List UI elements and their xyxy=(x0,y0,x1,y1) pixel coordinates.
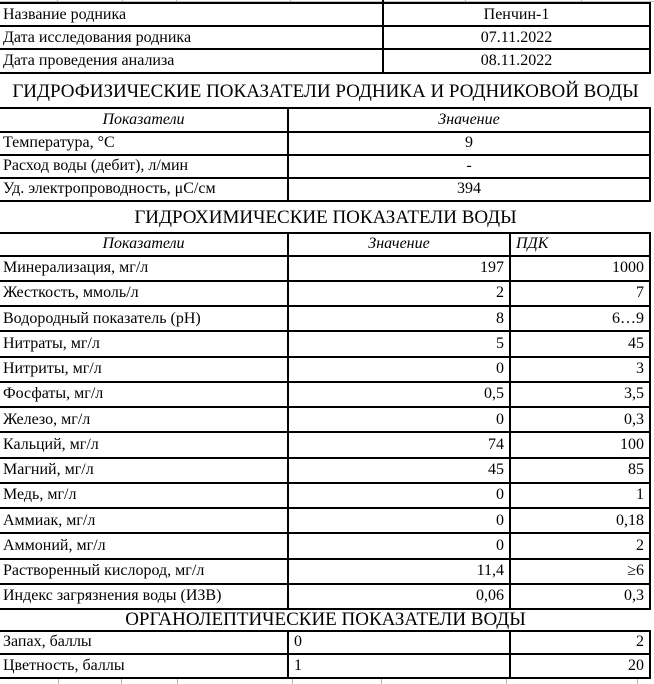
column-header-param: Показатели xyxy=(0,234,289,255)
gridline-tick xyxy=(381,679,382,684)
table-row xyxy=(0,4,651,27)
param-cell: Магний, мг/л xyxy=(0,459,289,482)
limit-cell: 0,18 xyxy=(511,509,651,532)
meta-label: Дата исследования родника xyxy=(0,27,384,48)
value-cell: 1 xyxy=(289,655,511,677)
value-cell: 11,4 xyxy=(289,560,511,583)
table-row xyxy=(0,27,651,50)
limit-cell: 85 xyxy=(511,459,651,482)
gridline-tick xyxy=(465,0,466,2)
gridline-tick xyxy=(292,679,293,684)
limit-cell: 3 xyxy=(511,358,651,381)
table-row xyxy=(0,282,651,307)
gridline-tick xyxy=(637,679,638,684)
value-cell: 0,5 xyxy=(289,383,511,406)
param-cell: Железо, мг/л xyxy=(0,408,289,431)
gridline-tick xyxy=(121,679,122,684)
table-row xyxy=(0,484,651,509)
limit-cell: 2 xyxy=(511,632,651,654)
column-header-value: Значение xyxy=(289,109,651,131)
limit-cell: 7 xyxy=(511,282,651,305)
value-cell: 0 xyxy=(289,408,511,431)
table-row xyxy=(0,50,651,74)
gridline-tick xyxy=(122,0,123,2)
limit-cell: 100 xyxy=(511,433,651,456)
value-cell: 5 xyxy=(289,332,511,355)
table-header-row xyxy=(0,234,651,257)
gridline-tick xyxy=(57,0,58,2)
value-cell: - xyxy=(289,156,651,177)
value-cell: 45 xyxy=(289,459,511,482)
gridline-tick xyxy=(581,0,582,2)
table-row xyxy=(0,585,651,610)
meta-label: Дата проведения анализа xyxy=(0,50,384,72)
limit-cell: ≥6 xyxy=(511,560,651,583)
limit-cell: 1 xyxy=(511,484,651,507)
param-cell: Водородный показатель (pH) xyxy=(0,307,289,330)
value-cell: 394 xyxy=(289,179,651,200)
value-cell: 0 xyxy=(289,534,511,557)
table-row xyxy=(0,509,651,534)
gridline-tick xyxy=(506,679,507,684)
table-row xyxy=(0,655,651,679)
value-cell: 9 xyxy=(289,133,651,154)
value-cell: 0,06 xyxy=(289,585,511,608)
value-cell: 8 xyxy=(289,307,511,330)
section-title: ГИДРОФИЗИЧЕСКИЕ ПОКАЗАТЕЛИ РОДНИКА И РОДНИКОВОЙ ВОДЫ xyxy=(0,74,651,109)
table-row xyxy=(0,358,651,383)
table-row xyxy=(0,133,651,156)
param-cell: Запах, баллы xyxy=(0,632,289,654)
table-row xyxy=(0,332,651,357)
param-cell: Минерализация, мг/л xyxy=(0,257,289,280)
limit-cell: 45 xyxy=(511,332,651,355)
gridline-tick xyxy=(177,679,178,684)
param-cell: Цветность, баллы xyxy=(0,655,289,677)
table-row xyxy=(0,459,651,484)
sheet-edge-bottom xyxy=(0,679,654,684)
section-title: ГИДРОХИМИЧЕСКИЕ ПОКАЗАТЕЛИ ВОДЫ xyxy=(0,202,651,234)
param-cell: Расход воды (дебит), л/мин xyxy=(0,156,289,177)
param-cell: Индекс загрязнения воды (ИЗВ) xyxy=(0,585,289,608)
sheet-gridline-horizontal xyxy=(0,1,654,2)
param-cell: Фосфаты, мг/л xyxy=(0,383,289,406)
value-cell: 0 xyxy=(289,358,511,381)
table-row xyxy=(0,179,651,202)
limit-cell: 20 xyxy=(511,655,651,677)
table-row xyxy=(0,257,651,282)
gridline-tick xyxy=(58,679,59,684)
param-cell: Нитриты, мг/л xyxy=(0,358,289,381)
table-row xyxy=(0,534,651,559)
param-cell: Температура, °С xyxy=(0,133,289,154)
param-cell: Кальций, мг/л xyxy=(0,433,289,456)
limit-cell: 6…9 xyxy=(511,307,651,330)
value-cell: 0 xyxy=(289,509,511,532)
param-cell: Растворенный кислород, мг/л xyxy=(0,560,289,583)
gridline-tick xyxy=(290,0,291,2)
value-cell: 0 xyxy=(289,632,511,654)
limit-cell: 0,3 xyxy=(511,408,651,431)
limit-cell: 0,3 xyxy=(511,585,651,608)
value-cell: 2 xyxy=(289,282,511,305)
column-header-param: Показатели xyxy=(0,109,289,131)
param-cell: Жесткость, ммоль/л xyxy=(0,282,289,305)
meta-value: Пенчин-1 xyxy=(384,4,651,25)
param-cell: Нитраты, мг/л xyxy=(0,332,289,355)
table-row xyxy=(0,433,651,458)
limit-cell: 1000 xyxy=(511,257,651,280)
column-header-limit: ПДК xyxy=(511,234,651,255)
value-cell: 197 xyxy=(289,257,511,280)
param-cell: Аммоний, мг/л xyxy=(0,534,289,557)
meta-label: Название родника xyxy=(0,4,384,25)
table-header-row xyxy=(0,109,651,133)
table-row xyxy=(0,307,651,332)
table-row xyxy=(0,156,651,179)
gridline-tick xyxy=(382,0,384,2)
gridline-tick xyxy=(176,0,177,2)
value-cell: 74 xyxy=(289,433,511,456)
table-row xyxy=(0,632,651,656)
value-cell: 0 xyxy=(289,484,511,507)
column-header-value: Значение xyxy=(289,234,511,255)
section-title: ОРГАНОЛЕПТИЧЕСКИЕ ПОКАЗАТЕЛИ ВОДЫ xyxy=(0,610,651,632)
meta-value: 07.11.2022 xyxy=(384,27,651,48)
limit-cell: 2 xyxy=(511,534,651,557)
sheet-edge-top xyxy=(0,0,651,4)
param-cell: Уд. электропроводность, μС/см xyxy=(0,179,289,200)
meta-value: 08.11.2022 xyxy=(384,50,651,72)
limit-cell: 3,5 xyxy=(511,383,651,406)
param-cell: Медь, мг/л xyxy=(0,484,289,507)
table-row xyxy=(0,560,651,585)
table-row xyxy=(0,383,651,408)
param-cell: Аммиак, мг/л xyxy=(0,509,289,532)
table-row xyxy=(0,408,651,433)
